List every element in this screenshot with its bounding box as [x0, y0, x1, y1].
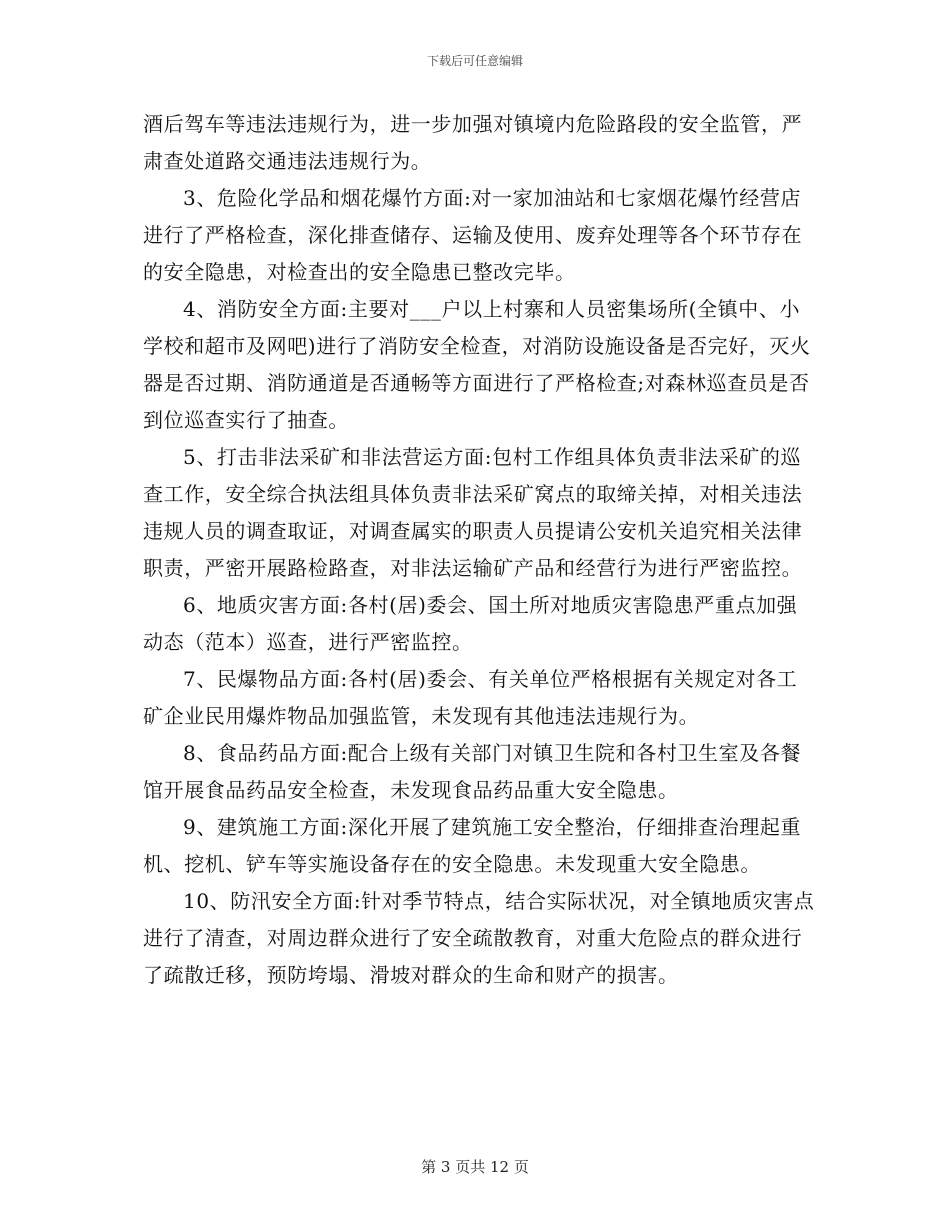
- paragraph-hazardous-chemicals: 3、危险化学品和烟花爆竹方面:对一家加油站和七家烟花爆竹经营店进行了严格检查，深化排查储存、运输及使用、废弃处理等各个环节存在的安全隐患，对检查出的安全隐患已整改完毕。: [143, 186, 803, 284]
- paragraph-flood-control: 10、防汛安全方面:针对季节特点，结合实际状况，对全镇地质灾害点进行了清查，对周边群众进行了安全疏散教育，对重大危险点的群众进行了疏散迁移，预防垮塌、滑坡对群众的生命和财产的损害。: [143, 889, 815, 987]
- page-footer: 第 3 页共 12 页: [421, 1158, 529, 1176]
- paragraph-food-drugs: 8、食品药品方面:配合上级有关部门对镇卫生院和各村卫生室及各餐馆开展食品药品安全检查，未发现食品药品重大安全隐患。: [143, 741, 802, 802]
- paragraph-geological-hazards: 6、地质灾害方面:各村(居)委会、国土所对地质灾害隐患严重点加强动态（范本）巡查，进行严密监控。: [143, 593, 798, 654]
- paragraph-illegal-mining: 5、打击非法采矿和非法营运方面:包村工作组具体负责非法采矿的巡查工作，安全综合执法组具体负责非法采矿窝点的取缔关掉，对相关违法违规人员的调查取证，对调查属实的职责人员提请公安机关追究相关法律职责，严密开展路检路查，对非法运输矿产品和经营行为进行严密监控。: [143, 445, 803, 580]
- page-header: 下载后可任意编辑: [426, 54, 523, 68]
- paragraph-explosives: 7、民爆物品方面:各村(居)委会、有关单位严格根据有关规定对各工矿企业民用爆炸物品加强监管，未发现有其他违法违规行为。: [143, 667, 798, 728]
- paragraph-construction: 9、建筑施工方面:深化开展了建筑施工安全整治，仔细排查治理起重机、挖机、铲车等实施设备存在的安全隐患。未发现重大安全隐患。: [143, 815, 802, 876]
- paragraph-fire-safety: 4、消防安全方面:主要对___户以上村寨和人员密集场所(全镇中、小学校和超市及网吧)进行了消防安全检查，对消防设施设备是否完好，灭火器是否过期、消防通道是否通畅等方面进行了严格检查;对森林巡查员是否到位巡查实行了抽查。: [143, 297, 811, 432]
- paragraph-continuation: 酒后驾车等违法违规行为，进一步加强对镇境内危险路段的安全监管，严肃查处道路交通违法违规行为。: [143, 112, 803, 173]
- document-body: [143, 106, 815, 994]
